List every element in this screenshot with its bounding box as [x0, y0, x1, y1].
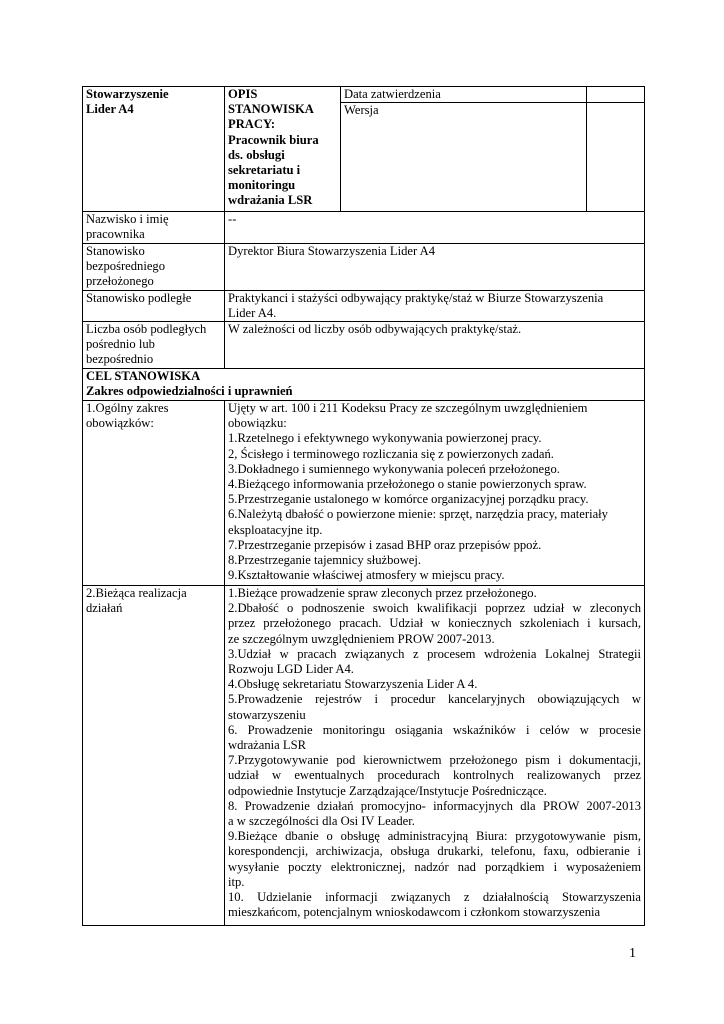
duty-line: wysyłanie poczty elektronicznej, nadzór nad porządkiem i wyposażeniem	[228, 859, 641, 874]
duty-line: 4.Obsługę sekretariatu Stowarzyszenia Lider A 4.	[228, 677, 478, 692]
duty-line: udział w ewentualnych procedurach kontrolnych realizowanych przez	[228, 768, 641, 783]
duty-line: 5.Prowadzenie rejestrów i procedur kancelaryjnych obowiązujących w	[228, 692, 641, 707]
duty-line: Rozwoju LGD Lider A4.	[228, 662, 354, 677]
job-description-table	[82, 86, 645, 926]
duty-line: stowarzyszeniu	[228, 707, 306, 722]
employee-name-label: Nazwisko i imię pracownika	[83, 212, 225, 243]
duty-line: 10. Udzielanie informacji związanych z działalnością Stowarzyszenia	[228, 890, 641, 905]
subordinate-count-value: W zależności od liczby osób odbywających praktykę/staż.	[225, 322, 645, 369]
duty-line: korespondencji, archiwizacja, obsługa drukarki, telefonu, faxu, odbieranie i	[228, 844, 641, 859]
document-title-cell	[225, 87, 341, 212]
duty-line: eksploatacyjne itp.	[228, 522, 323, 537]
approval-date-value	[587, 87, 645, 103]
duty-line: 2, Ścisłego i terminowego rozliczania się z powierzonych zadań.	[228, 446, 554, 461]
duty-line: 9.Kształtowanie właściwej atmosfery w miejscu pracy.	[228, 568, 505, 583]
duty-line: 2.Dbałość o podnoszenie swoich kwalifikacji poprzez udział w zleconych	[228, 601, 641, 616]
duty-line: itp.	[228, 874, 245, 889]
title-line: Pracownik biura	[228, 132, 319, 147]
section-heading	[83, 369, 645, 401]
duty-line: 8.Przestrzeganie tajemnicy służbowej.	[228, 553, 422, 568]
org-cell	[83, 87, 225, 212]
duty-line: 6. Prowadzenie monitoringu osiągania wskaźników i celów w procesie	[228, 722, 641, 737]
subordinate-position-label: Stanowisko podległe	[83, 290, 225, 321]
duty-line: 9.Bieżące dbanie o obsługę administracyjną Biura: przygotowywanie pism,	[228, 829, 641, 844]
title-line: STANOWISKA	[228, 102, 314, 117]
employee-name-value: --	[225, 212, 645, 243]
duty-line: ze szczególnym uwzględnieniem PROW 2007-2013.	[228, 631, 495, 646]
org-line: Lider A4	[86, 102, 134, 117]
title-line: sekretariatu i	[228, 163, 301, 178]
duty-line: 6.Należytą dbałość o powierzone mienie: sprzęt, narzędzia pracy, materiały	[228, 507, 608, 522]
duty-line: 3.Dokładnego i sumiennego wykonywania poleceń przełożonego.	[228, 461, 560, 476]
duty-line: odpowiednie Instytucje Zarządzające/Instytucje Pośredniczące.	[228, 783, 547, 798]
duty-line: Ujęty w art. 100 i 211 Kodeksu Pracy ze szczególnym uwzględnieniem	[228, 401, 588, 416]
general-duties-list	[225, 401, 645, 586]
duty-line: 7.Przestrzeganie przepisów i zasad BHP oraz przepisów ppoż.	[228, 537, 542, 552]
duty-line: obowiązku:	[228, 416, 287, 431]
duty-line: 5.Przestrzeganie ustalonego w komórce organizacyjnej porządku pracy.	[228, 492, 589, 507]
supervisor-value: Dyrektor Biura Stowarzyszenia Lider A4	[225, 243, 645, 290]
title-line: monitoringu	[228, 178, 296, 193]
subordinate-position-value: Praktykanci i stażyści odbywający praktykę/staż w Biurze Stowarzyszenia Lider A4.	[225, 290, 645, 321]
duty-line: 3.Udział w pracach związanych z procesem wdrożenia Lokalnej Strategii	[228, 646, 641, 661]
current-tasks-label: 2.Bieżąca realizacja działań	[83, 586, 225, 926]
duty-line: mieszkańcom, potencjalnym wnioskodawcom i członkom stowarzyszenia	[228, 905, 601, 920]
page-number: 1	[629, 946, 636, 961]
title-line: OPIS	[228, 87, 258, 101]
version-label: Wersja	[341, 103, 587, 212]
duty-line: a w szczególności dla Osi IV Leader.	[228, 814, 415, 829]
title-line: PRACY:	[228, 117, 276, 132]
org-line: Stowarzyszenie	[86, 87, 169, 101]
duty-line: 1.Bieżące prowadzenie spraw zleconych przez przełożonego.	[228, 586, 537, 601]
current-tasks-list	[225, 586, 645, 926]
title-line: ds. obsługi	[228, 147, 285, 162]
duty-line: 8. Prowadzenie działań promocyjno- informacyjnych dla PROW 2007-2013	[228, 798, 641, 813]
general-duties-label: 1.Ogólny zakres obowiązków:	[83, 401, 225, 586]
supervisor-label: Stanowisko bezpośredniego przełożonego	[83, 243, 225, 290]
duty-line: 7.Przygotowywanie pod kierownictwem przełożonego pism i dokumentacji,	[228, 753, 641, 768]
section-title: CEL STANOWISKA	[86, 369, 201, 384]
duty-line: 4.Bieżącego informowania przełożonego o stanie powierzonych spraw.	[228, 477, 587, 492]
version-value	[587, 103, 645, 212]
duty-line: 1.Rzetelnego i efektywnego wykonywania powierzonej pracy.	[228, 431, 542, 446]
duty-line: przez przełożonego pracach. Udział w koniecznych szkoleniach i kursach,	[228, 616, 641, 631]
approval-date-label: Data zatwierdzenia	[341, 87, 587, 103]
title-line: wdrażania LSR	[228, 193, 313, 208]
subordinate-count-label: Liczba osób podległych pośrednio lub bezpośrednio	[83, 322, 225, 369]
section-subtitle: Zakres odpowiedzialności i uprawnień	[86, 384, 293, 399]
duty-line: wdrażania LSR	[228, 738, 306, 753]
